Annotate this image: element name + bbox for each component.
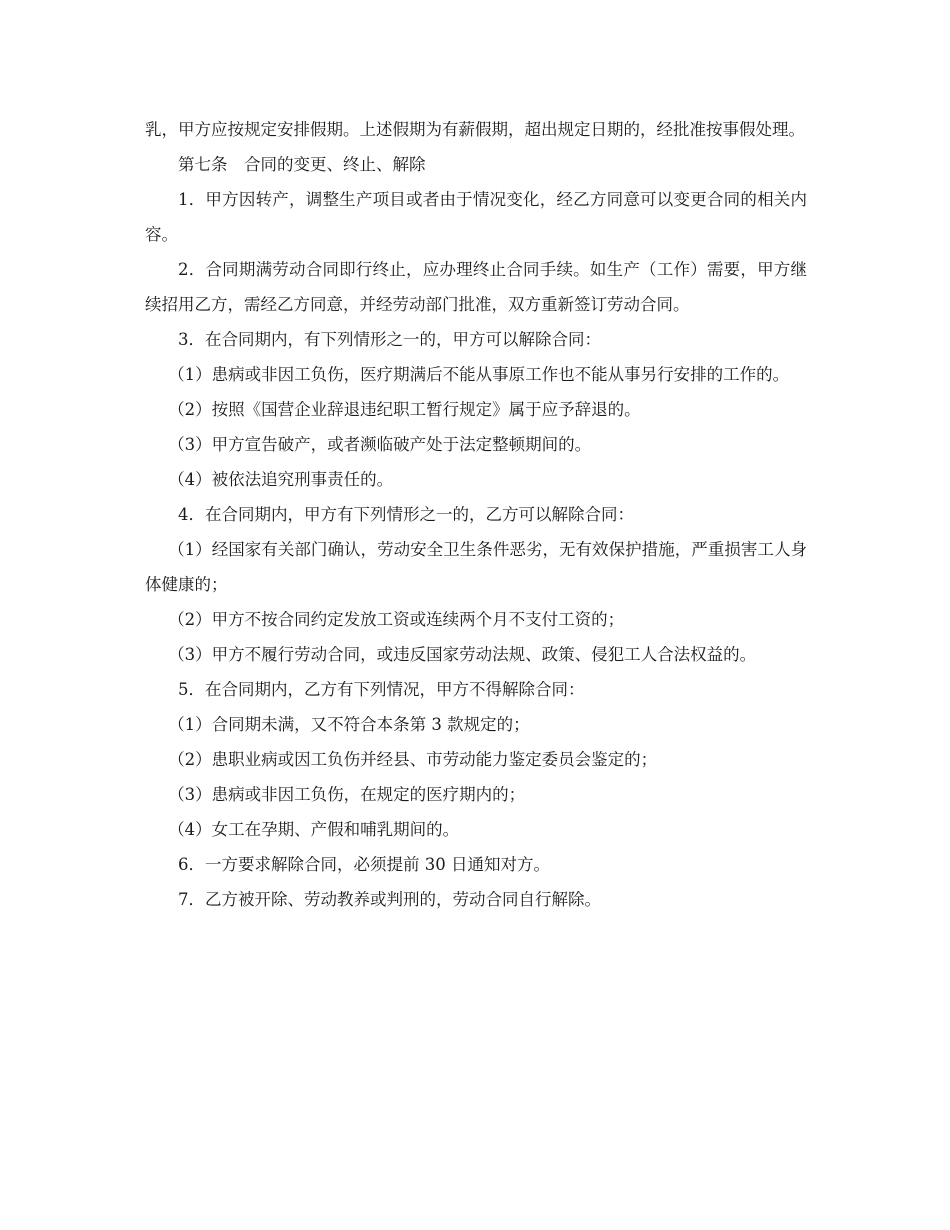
paragraph: （4）女工在孕期、产假和哺乳期间的。	[168, 820, 460, 839]
paragraph: 5．在合同期内，乙方有下列情况，甲方不得解除合同：	[178, 680, 585, 699]
paragraph: 3．在合同期内，有下列情形之一的，甲方可以解除合同：	[178, 330, 601, 349]
paragraph: （1）经国家有关部门确认，劳动安全卫生条件恶劣，无有效保护措施，严重损害工人身体健康的；	[145, 540, 807, 594]
paragraph: （1）患病或非因工负伤，医疗期满后不能从事原工作也不能从事另行安排的工作的。	[168, 365, 790, 384]
paragraph: 7．乙方被开除、劳动教养或判刑的，劳动合同自行解除。	[178, 890, 601, 909]
paragraph: （2）按照《国营企业辞退违纪职工暂行规定》属于应予辞退的。	[168, 400, 641, 419]
paragraph: 6．一方要求解除合同，必须提前 30 日通知对方。	[178, 855, 550, 874]
paragraph: （3）患病或非因工负伤，在规定的医疗期内的；	[168, 785, 526, 804]
paragraph: （1）合同期未满，又不符合本条第 3 款规定的；	[168, 715, 530, 734]
paragraph: （3）甲方宣告破产，或者濒临破产处于法定整顿期间的。	[168, 435, 592, 454]
paragraph: （2）甲方不按合同约定发放工资或连续两个月不支付工资的；	[168, 610, 625, 629]
paragraph: 4．在合同期内，甲方有下列情形之一的，乙方可以解除合同：	[178, 505, 634, 524]
paragraph: 第七条 合同的变更、终止、解除	[178, 155, 426, 174]
paragraph: （3）甲方不履行劳动合同，或违反国家劳动法规、政策、侵犯工人合法权益的。	[168, 645, 757, 664]
paragraph: 乳，甲方应按规定安排假期。上述假期为有薪假期，超出规定日期的，经批准按事假处理。	[145, 120, 805, 139]
paragraph: （4）被依法追究刑事责任的。	[168, 470, 394, 489]
document-body	[145, 112, 807, 917]
paragraph: （2）患职业病或因工负伤并经县、市劳动能力鉴定委员会鉴定的；	[168, 750, 658, 769]
paragraph: 1．甲方因转产，调整生产项目或者由于情况变化，经乙方同意可以变更合同的相关内容。	[145, 190, 807, 244]
paragraph: 2．合同期满劳动合同即行终止，应办理终止合同手续。如生产（工作）需要，甲方继续招用乙方，需经乙方同意，并经劳动部门批准，双方重新签订劳动合同。	[145, 260, 807, 314]
